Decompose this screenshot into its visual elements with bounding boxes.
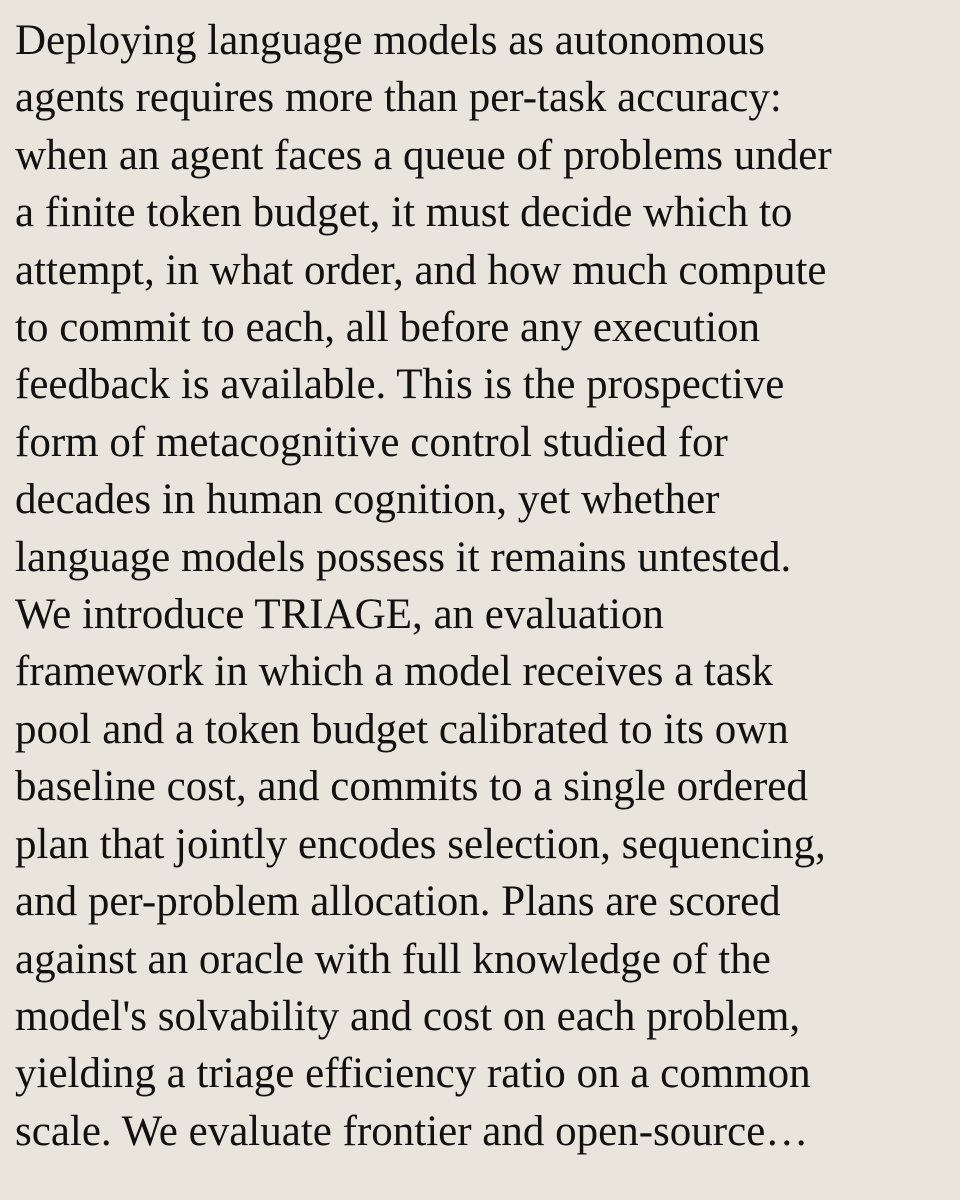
text-line: plan that jointly encodes selection, sequencing, (15, 820, 826, 868)
text-line: baseline cost, and commits to a single ordered (15, 763, 808, 811)
text-line: to commit to each, all before any execution (15, 304, 761, 352)
text-line: a finite token budget, it must decide which to (15, 189, 793, 237)
abstract-text (15, 12, 832, 1160)
text-line: when an agent faces a queue of problems under (15, 131, 832, 179)
text-line: feedback is available. This is the prospective (15, 361, 785, 409)
text-line: scale. We evaluate frontier and open-source… (15, 1107, 809, 1155)
text-line: framework in which a model receives a task (15, 648, 774, 696)
text-line: against an oracle with full knowledge of the (15, 935, 771, 983)
text-line: decades in human cognition, yet whether (15, 476, 720, 524)
text-line: form of metacognitive control studied for (15, 418, 728, 466)
text-line: Deploying language models as autonomous (15, 17, 765, 64)
text-line: pool and a token budget calibrated to its own (15, 705, 789, 753)
text-line: We introduce TRIAGE, an evaluation (15, 591, 664, 639)
text-line: attempt, in what order, and how much compute (15, 246, 827, 294)
text-line: model's solvability and cost on each problem, (15, 992, 801, 1040)
text-line: yielding a triage efficiency ratio on a common (15, 1050, 811, 1098)
text-line: and per-problem allocation. Plans are scored (15, 878, 781, 926)
text-line: language models possess it remains untested. (15, 533, 792, 581)
text-line: agents requires more than per-task accuracy: (15, 74, 782, 122)
